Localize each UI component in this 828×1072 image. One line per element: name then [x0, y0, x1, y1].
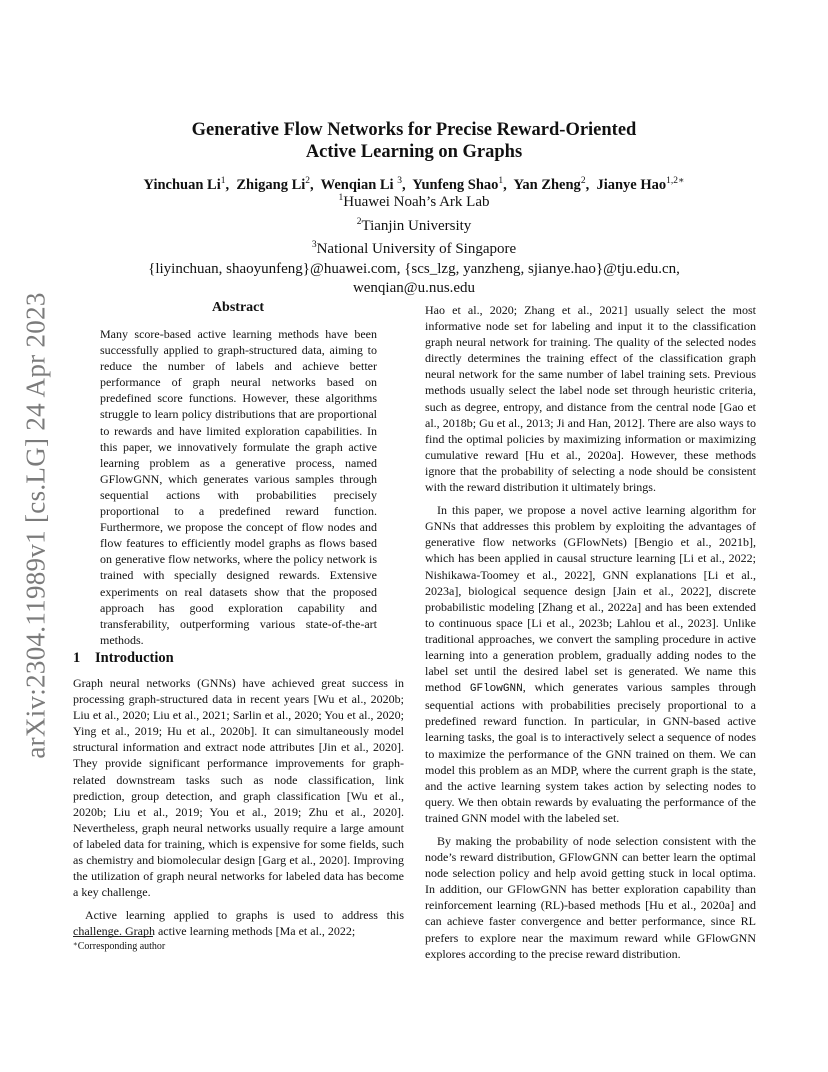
author-affil-mark: 1,2∗	[666, 176, 685, 186]
paragraph: In this paper, we propose a novel active learning algorithm for GNNs that addresses this problem by exploiting the advantages of generative flow networks (GFlowNets) [Bengio et al., 2021b], which has been applied in causal structure learning [Li et al., 2022; Nishikawa-Toomey et al., 2022], GNN explanations [Li et al., 2023a], biological sequence design [Jain et al., 2022], discrete probabilistic modeling [Zhang et al., 2022a] and has been extended to continuous space [Li et al., 2023b; Lahlou et al., 2023]. Unlike traditional approaches, we convert the sampling procedure in active learning into a generation problem, gradually adding nodes to the label set until the desired label set is generated. We name this method GFlowGNN, which generates various samples through sequential actions with probabilities precisely proportional to a predefined reward function. In particular, in GNN-based active learning tasks, the goal is to interactively select a sequence of nodes to maximize the performance of the GNN trained on them. We can model this problem as an MDP, where the current graph is the state, and the active learning system takes action by selecting nodes to query. We then obtain rewards by evaluating the performance of the trained GNN model with the labeled set.	[425, 503, 756, 825]
affiliation: $^2$Tianjin University	[356, 216, 472, 234]
right-column	[425, 302, 756, 969]
left-column	[73, 675, 404, 947]
author-affil-mark: 2	[305, 176, 311, 186]
paper-title	[120, 119, 708, 163]
author-name: Zhigang Li	[236, 177, 306, 193]
author-name: Yunfeng Shao	[412, 177, 499, 193]
email-line-2: wenqian@u.nus.edu	[352, 280, 476, 296]
footnote	[73, 940, 165, 952]
author-name: Jianye Hao	[596, 177, 667, 193]
paragraph: Active learning applied to graphs is used to address this challenge. Graph active learning methods [Ma et al., 2022;	[73, 908, 404, 939]
footnote-rule	[73, 936, 153, 937]
author-affil-mark: 2	[580, 176, 586, 186]
paragraph: By making the probability of node selection consistent with the node’s reward distribution, GFlowGNN can better learn the optimal node selection policy and help avoid getting stuck in local optima. In addition, our GFlowGNN has better exploration capability than reinforcement learning (RL)-based methods [Hu et al., 2020a] and can achieve faster convergence and better performance, since RL prefers to explore near the maximum reward while GFlowGNN explores according to the precise reward distribution.	[425, 834, 756, 961]
section-heading	[73, 650, 174, 667]
section-title-text: Introduction	[95, 650, 174, 666]
affiliations	[100, 189, 728, 299]
author-name: Yinchuan Li	[143, 177, 221, 193]
title-line-2: Active Learning on Graphs	[305, 142, 523, 162]
affiliation: $^3$National University of Singapore	[311, 240, 517, 257]
footnote-text: Corresponding author	[77, 941, 166, 952]
section-number: 1	[73, 650, 81, 666]
author-affil-mark: 3	[397, 176, 402, 186]
author-name: Yan Zheng	[513, 177, 581, 193]
arxiv-id-text: arXiv:2304.11989v1 [cs.LG] 24 Apr 2023	[20, 291, 51, 759]
abstract-heading: Abstract	[211, 300, 265, 315]
method-name: GFlowGNN	[469, 683, 523, 696]
author-affil-mark: 1	[498, 176, 504, 186]
affiliation: $^1$Huawei Noah’s Ark Lab	[338, 193, 490, 210]
title-line-1: Generative Flow Networks for Precise Reward-Oriented	[191, 120, 637, 140]
author-list: Yinchuan Li$^1$, Zhigang Li$^2$, Wenqian Li $^3$, Yunfeng Shao$^1$, Yan Zheng$^2$, Jianye Hao$^{1,2∗}$	[143, 176, 685, 193]
paragraph: Graph neural networks (GNNs) have achieved great success in processing graph-structured data in recent years [Wu et al., 2020b; Liu et al., 2020; Liu et al., 2021; Sarlin et al., 2020; You et al., 2020; Ying et al., 2019; Hu et al., 2020b]. It can simultaneously model structural information and extract node attributes [Jin et al., 2020]. They provide significant performance improvements for graph-related downstream tasks such as node classification, link prediction, group detection, and graph classification [Wu et al., 2020b; Liu et al., 2019; You et al., 2019; Zhu et al., 2020]. Nevertheless, graph neural networks usually require a large amount of labeled data for training, which is expensive for some fields, such as chemistry and biomolecular design [Garg et al., 2020]. Improving the utilization of graph neural networks for labeled data has become a key challenge.	[73, 676, 404, 900]
author-name: Wenqian Li	[320, 177, 394, 193]
paragraph: Hao et al., 2020; Zhang et al., 2021] usually select the most informative node set for labeling and input it to the classification graph neural network for training. The quality of the selected nodes directly determines the training effect of the classification graph neural network for the same number of label training sets. Previous methods usually select the label node set through heuristic criteria, such as degree, entropy, and distance from the central node [Gao et al., 2018b; Gu et al., 2013; Ji and Han, 2012]. There are also ways to find the optimal policies by maximizing information or maximizing cumulative reward [Hu et al., 2020a]. However, these methods ignore that the probability of selecting a node should be consistent with the reward distribution it ultimately brings.	[425, 303, 756, 495]
footnote-mark: ∗	[73, 940, 78, 948]
email-line-1: {liyinchuan, shaoyunfeng}@huawei.com, {scs_lzg, yanzheng, sjianye.hao}@tju.edu.cn,	[148, 260, 680, 277]
arxiv-watermark	[18, 291, 54, 759]
author-affil-mark: 1	[220, 176, 226, 186]
abstract-text: Many score-based active learning methods have been successfully applied to graph-structured data, aiming to reduce the number of labels and achieve better performance of graph neural networks based on predefined score functions. However, these algorithms struggle to learn policy distributions that are proportional to rewards and have limited exploration capabilities. In this paper, we innovatively formulate the graph active learning problem as a generative process, named GFlowGNN, which generates various samples through sequential actions with probabilities precisely proportional to a predefined reward function. Furthermore, we propose the concept of flow nodes and flow features to efficiently model graphs as flows based on generative flow networks, where the policy network is trained with specially designed rewards. Extensive experiments on real datasets show that the proposed approach has good exploration capability and transferability, outperforming various state-of-the-art methods.	[100, 327, 377, 647]
